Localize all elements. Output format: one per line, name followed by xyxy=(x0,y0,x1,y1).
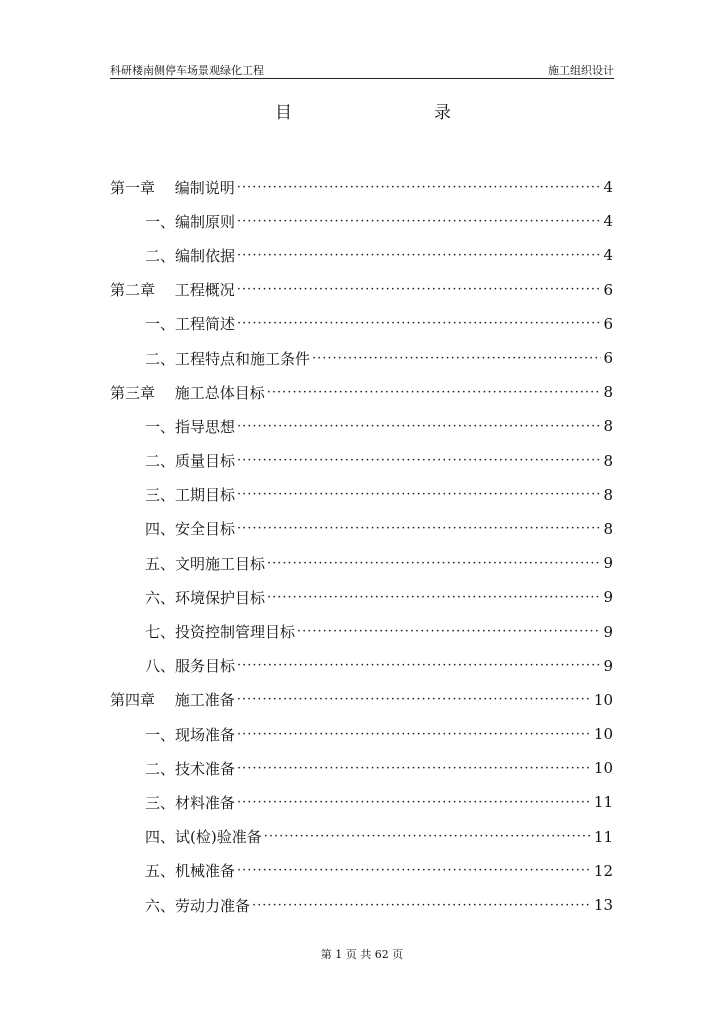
toc-entry-label: 三、材料准备 xyxy=(145,793,236,812)
toc-section-entry[interactable] xyxy=(110,751,613,785)
toc-entry-page-number: 6 xyxy=(603,349,613,368)
toc-dot-leader xyxy=(267,590,601,605)
toc-section-entry[interactable] xyxy=(110,307,613,341)
toc-entry-page-number: 6 xyxy=(603,280,613,299)
header-document-type: 施工组织设计 xyxy=(548,64,614,77)
toc-chapter-entry[interactable] xyxy=(110,683,613,717)
toc-section-entry[interactable] xyxy=(110,888,613,922)
toc-section-entry[interactable] xyxy=(110,854,613,888)
toc-dot-leader xyxy=(312,351,601,366)
toc-entry-label: 一、现场准备 xyxy=(145,725,236,744)
toc-entry-label: 第二章 工程概况 xyxy=(110,281,235,300)
toc-entry-label: 二、质量目标 xyxy=(145,452,236,471)
toc-entry-page-number: 11 xyxy=(593,793,613,812)
toc-entry-page-number: 8 xyxy=(603,383,613,402)
toc-entry-label: 七、投资控制管理目标 xyxy=(145,623,296,642)
toc-dot-leader xyxy=(267,556,601,571)
toc-dot-leader xyxy=(252,898,592,913)
toc-entry-page-number: 8 xyxy=(603,451,613,470)
toc-dot-leader xyxy=(237,282,602,297)
toc-entry-label: 二、工程特点和施工条件 xyxy=(145,349,311,368)
toc-entry-page-number: 4 xyxy=(603,212,613,231)
toc-dot-leader xyxy=(237,419,601,434)
toc-dot-leader xyxy=(267,385,602,400)
toc-entry-label: 四、试(检)验准备 xyxy=(145,828,262,847)
toc-section-entry[interactable] xyxy=(110,614,613,648)
toc-title xyxy=(0,98,724,122)
toc-dot-leader xyxy=(237,795,592,810)
toc-title-part2: 录 xyxy=(434,103,451,123)
toc-dot-leader xyxy=(237,692,592,707)
toc-section-entry[interactable] xyxy=(110,785,613,819)
toc-entry-page-number: 10 xyxy=(593,690,613,709)
toc-entry-label: 第三章 施工总体目标 xyxy=(110,383,265,402)
toc-entry-label: 一、指导思想 xyxy=(145,417,236,436)
toc-title-part1: 目 xyxy=(275,103,292,123)
page-footer: 第 1 页 共 62 页 xyxy=(320,948,404,961)
toc-entry-page-number: 4 xyxy=(603,178,613,197)
toc-section-entry[interactable] xyxy=(110,204,613,238)
toc-entry-label: 八、服务目标 xyxy=(145,657,236,676)
toc-entry-label: 一、工程简述 xyxy=(145,315,236,334)
toc-section-entry[interactable] xyxy=(110,580,613,614)
toc-entry-page-number: 12 xyxy=(593,861,613,880)
toc-entry-page-number: 10 xyxy=(593,759,613,778)
toc-dot-leader xyxy=(237,214,601,229)
toc-section-entry[interactable] xyxy=(110,238,613,272)
toc-section-entry[interactable] xyxy=(110,444,613,478)
toc-entry-page-number: 9 xyxy=(603,588,613,607)
toc-dot-leader xyxy=(237,248,601,263)
toc-section-entry[interactable] xyxy=(110,512,613,546)
header-project-name: 科研楼南侧停车场景观绿化工程 xyxy=(110,64,264,77)
toc-entry-page-number: 9 xyxy=(603,554,613,573)
toc-dot-leader xyxy=(264,829,592,844)
toc-section-entry[interactable] xyxy=(110,478,613,512)
toc-section-entry[interactable] xyxy=(110,820,613,854)
toc-entry-page-number: 10 xyxy=(593,725,613,744)
toc-entry-label: 一、编制原则 xyxy=(145,212,236,231)
toc-entry-page-number: 9 xyxy=(603,656,613,675)
toc-dot-leader xyxy=(237,453,601,468)
toc-entry-page-number: 8 xyxy=(603,519,613,538)
toc-section-entry[interactable] xyxy=(110,649,613,683)
toc-section-entry[interactable] xyxy=(110,409,613,443)
toc-entry-page-number: 4 xyxy=(603,246,613,265)
toc-chapter-entry[interactable] xyxy=(110,375,613,409)
toc-dot-leader xyxy=(237,316,601,331)
toc-entry-label: 三、工期目标 xyxy=(145,486,236,505)
toc-dot-leader xyxy=(237,727,592,742)
toc-dot-leader xyxy=(237,761,592,776)
toc-entry-page-number: 8 xyxy=(603,485,613,504)
toc-entry-label: 第四章 施工准备 xyxy=(110,691,235,710)
toc-dot-leader xyxy=(237,180,602,195)
toc-section-entry[interactable] xyxy=(110,717,613,751)
toc-entry-label: 五、文明施工目标 xyxy=(145,554,266,573)
toc-entry-page-number: 11 xyxy=(593,827,613,846)
toc-dot-leader xyxy=(237,658,601,673)
toc-entry-label: 第一章 编制说明 xyxy=(110,178,235,197)
toc-dot-leader xyxy=(237,521,601,536)
toc-entry-label: 二、技术准备 xyxy=(145,759,236,778)
toc-dot-leader xyxy=(297,624,601,639)
page-header xyxy=(110,64,614,79)
toc-dot-leader xyxy=(237,487,601,502)
toc-entry-label: 五、机械准备 xyxy=(145,862,236,881)
toc-chapter-entry[interactable] xyxy=(110,170,613,204)
toc-entry-page-number: 6 xyxy=(603,314,613,333)
toc-section-entry[interactable] xyxy=(110,341,613,375)
toc-entry-page-number: 9 xyxy=(603,622,613,641)
toc-entry-label: 六、劳动力准备 xyxy=(145,896,251,915)
toc-entry-page-number: 13 xyxy=(593,896,613,915)
toc-section-entry[interactable] xyxy=(110,546,613,580)
toc-entry-page-number: 8 xyxy=(603,417,613,436)
table-of-contents xyxy=(110,170,613,922)
toc-entry-label: 二、编制依据 xyxy=(145,246,236,265)
toc-dot-leader xyxy=(237,863,592,878)
toc-entry-label: 四、安全目标 xyxy=(145,520,236,539)
toc-chapter-entry[interactable] xyxy=(110,273,613,307)
toc-entry-label: 六、环境保护目标 xyxy=(145,588,266,607)
